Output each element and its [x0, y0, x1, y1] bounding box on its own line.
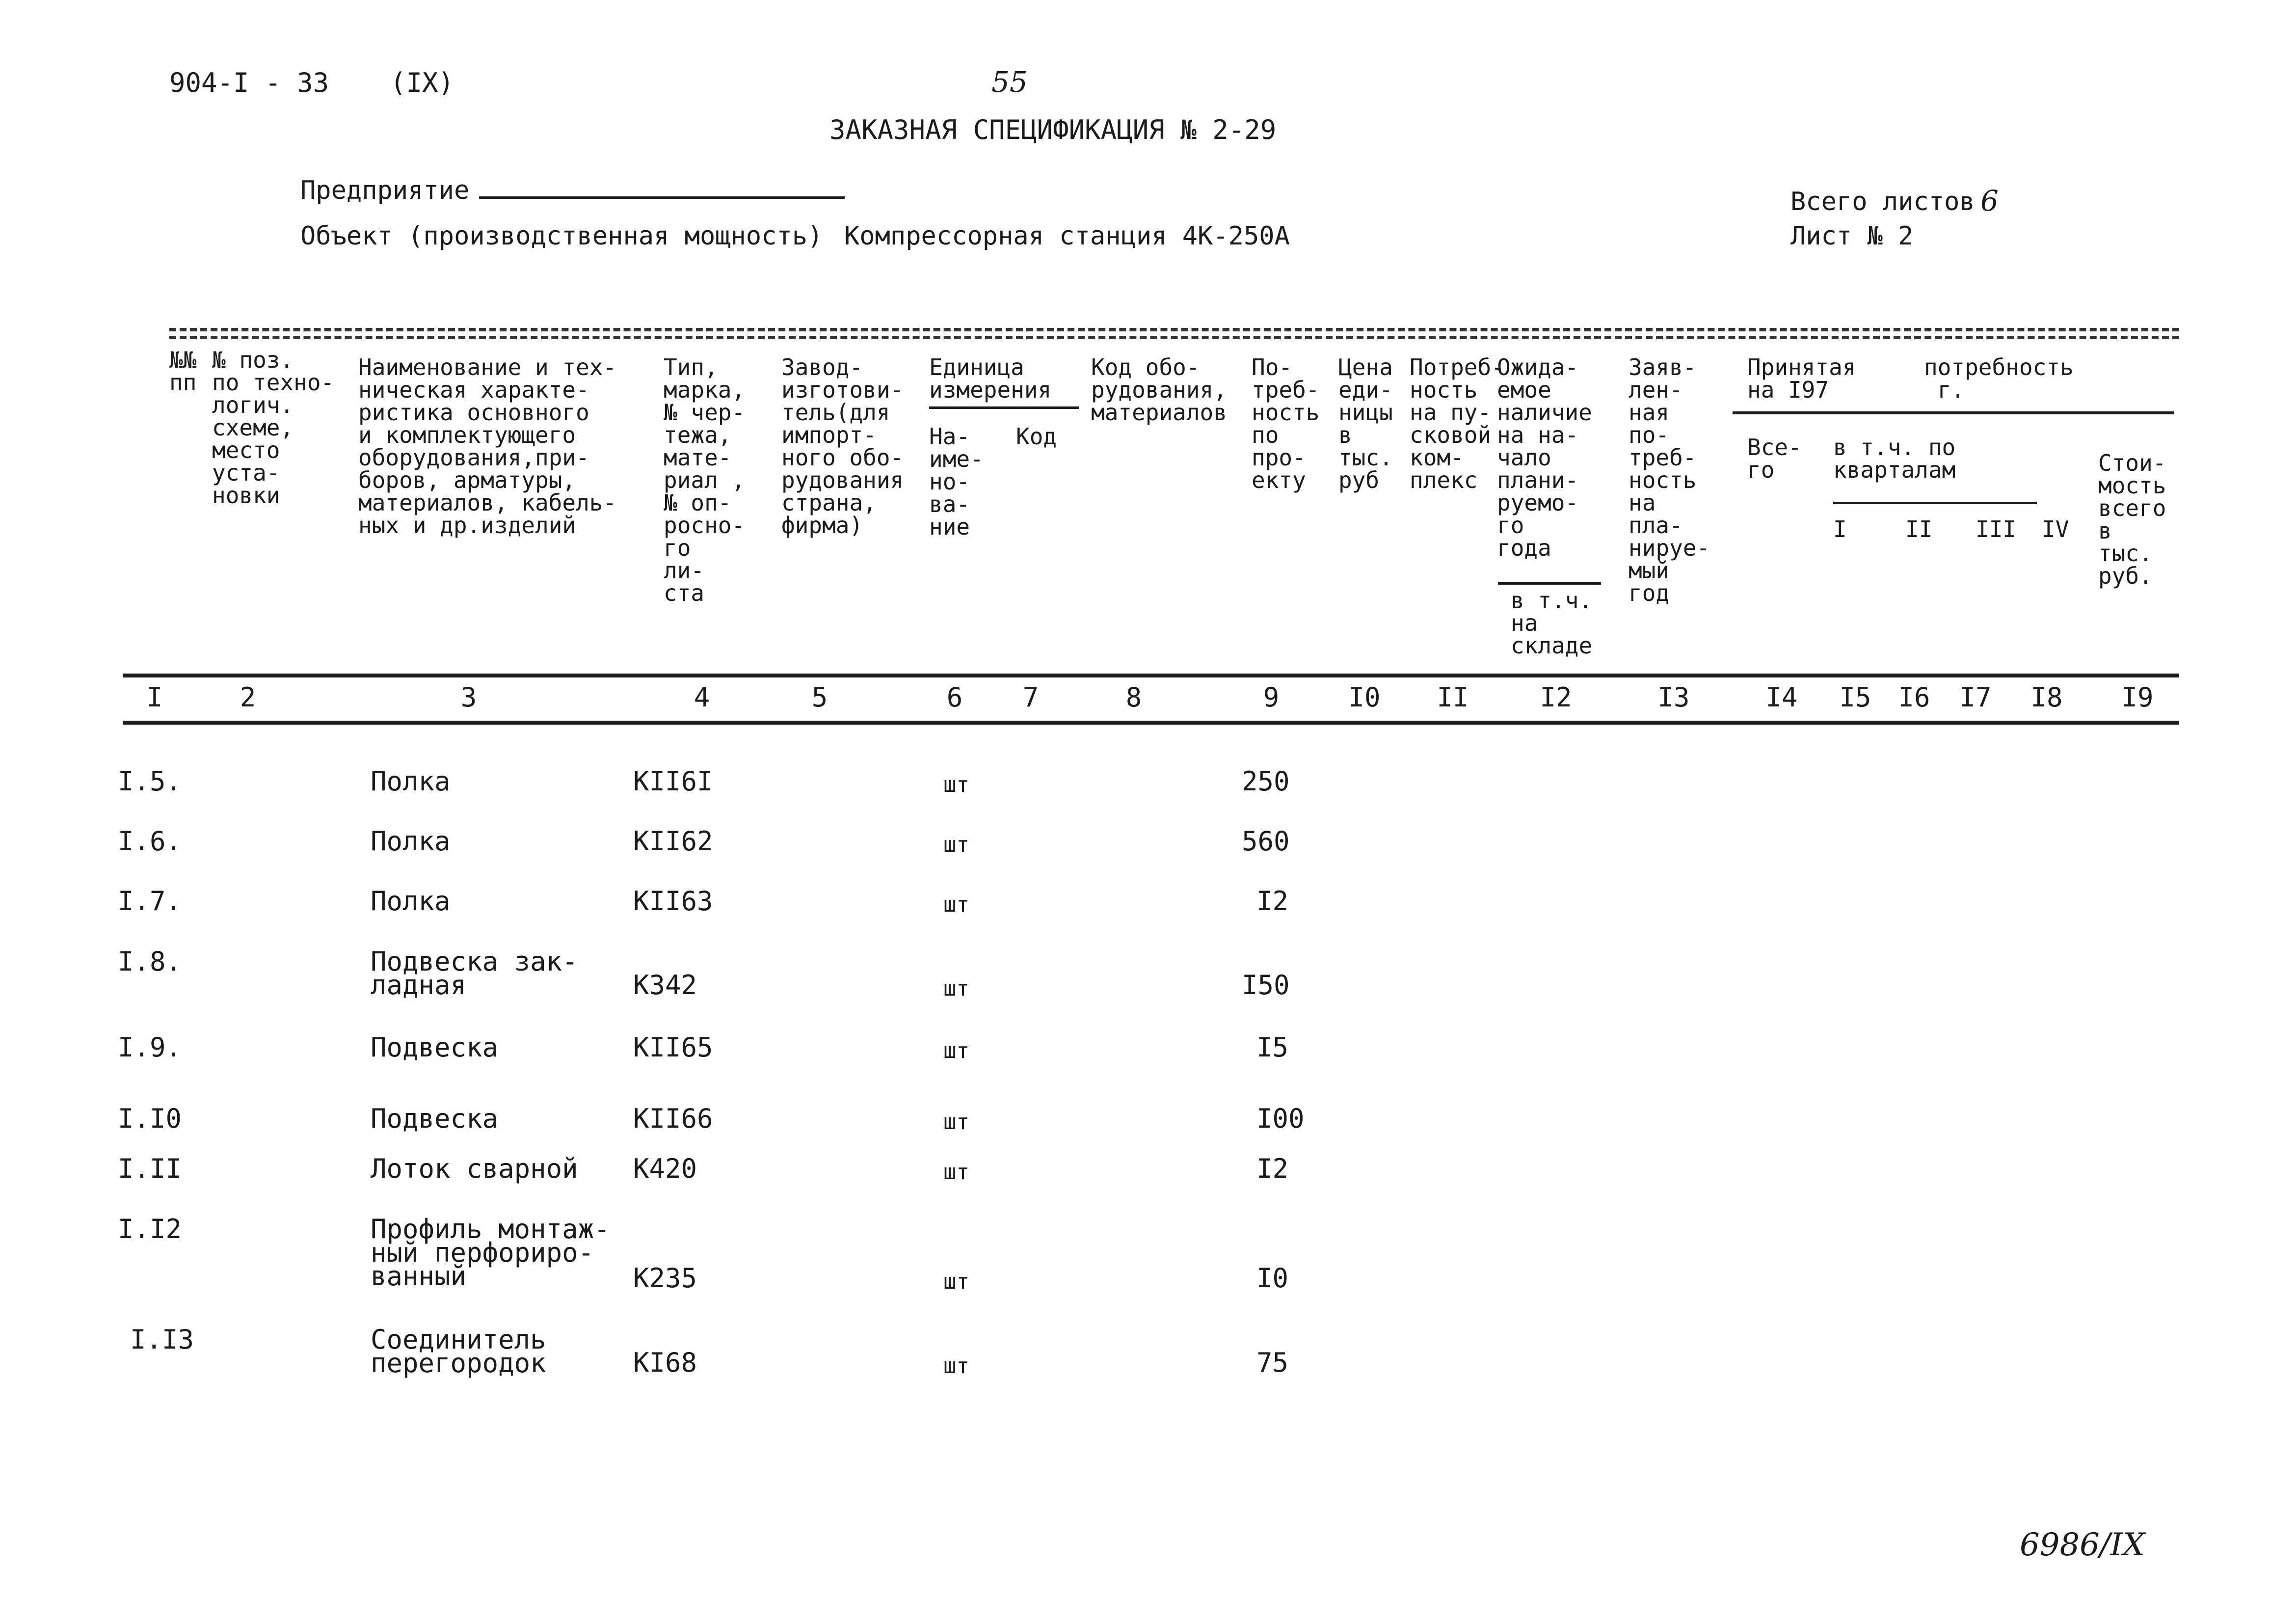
row-name: Соединитель перегородок	[371, 1324, 546, 1379]
object-value: Компрессорная станция 4К-250А	[844, 221, 1290, 251]
header-col19: Стои- мость всего в тыс. руб.	[2098, 450, 2166, 589]
column-number: 3	[460, 682, 477, 713]
row-type: КII63	[633, 886, 713, 917]
object-label: Объект (производственная мощность)	[300, 221, 823, 251]
column-number: I4	[1765, 682, 1798, 713]
row-number: I.8.	[118, 946, 182, 977]
column-numbers-top-rule	[123, 674, 2179, 677]
column-number: 7	[1022, 682, 1039, 713]
unit-group-rule	[929, 406, 1079, 409]
enterprise-blank-line	[479, 196, 845, 199]
header-col3: Наименование и тех- ническая характе- ристика основного и комплектующего оборудования,при- боров, арматуры, материалов, кабель- ных и др.изделий	[358, 354, 617, 539]
row-number: I.6.	[118, 826, 182, 857]
header-col7: Код	[1016, 423, 1057, 450]
row-qty: I00	[1256, 1103, 1305, 1134]
enterprise-label: Предприятие	[300, 176, 470, 205]
row-qty: I0	[1256, 1263, 1289, 1294]
page-title: ЗАКАЗНАЯ СПЕЦИФИКАЦИЯ № 2-29	[829, 114, 1277, 145]
header-col8: Код обо- рудования, материалов	[1091, 354, 1227, 426]
col12-sub-rule	[1498, 582, 1601, 585]
row-name: Полка	[371, 826, 451, 857]
sheets-total-value: 6	[1980, 184, 1999, 217]
header-col12-sub: в т.ч. на складе	[1511, 587, 1593, 659]
header-col11: Потреб- ность на пу- сковой ком- плекс	[1410, 354, 1505, 493]
row-qty: I2	[1256, 1153, 1289, 1184]
row-type: КI68	[633, 1347, 697, 1378]
header-col4: Тип, марка, № чер- тежа, мате- риал , № оп- росно- го ли- ста	[664, 354, 746, 606]
sheets-total-label: Всего листов	[1790, 187, 1975, 216]
header-accepted-group: Принятая потребность на I97 г.	[1747, 354, 2074, 403]
column-number: I5	[1839, 682, 1871, 713]
header-quarters-group: в т.ч. по кварталам	[1833, 434, 1956, 483]
row-name: Подвеска	[371, 1032, 499, 1063]
row-name: Лоток сварной	[371, 1153, 578, 1184]
header-col9: По- треб- ность по про- екту	[1252, 354, 1320, 493]
row-unit: шт	[943, 1038, 969, 1063]
row-type: К235	[633, 1263, 697, 1294]
column-number: I8	[2030, 682, 2063, 713]
row-number: I.7.	[118, 886, 182, 917]
row-qty: 250	[1242, 766, 1290, 797]
header-col13: Заяв- лен- ная по- треб- ность на пла- нируе- мый год	[1629, 354, 1710, 606]
header-col12: Ожида- емое наличие на на- чало плани- руемо- го года	[1497, 354, 1592, 561]
header-unit-group: Единица измерения	[929, 354, 1052, 403]
header-col5: Завод- изготови- тель(для импорт- ного обо- рудования страна, фирма)	[781, 354, 904, 539]
row-name: Подвеска зак- ладная	[371, 946, 578, 1001]
column-number: I	[146, 682, 163, 713]
row-number: I.5.	[118, 766, 182, 797]
header-col1: №№ пп	[169, 347, 197, 396]
row-number: I.I3	[130, 1324, 194, 1355]
column-number: I6	[1898, 682, 1930, 713]
row-name: Полка	[371, 886, 451, 917]
row-type: К420	[633, 1153, 697, 1184]
header-col10: Цена еди- ницы в тыс. руб	[1338, 354, 1393, 493]
column-number: I0	[1348, 682, 1381, 713]
row-unit: шт	[943, 1353, 969, 1379]
row-unit: шт	[943, 1269, 969, 1294]
row-unit: шт	[943, 832, 969, 857]
row-type: КII65	[633, 1032, 713, 1063]
row-unit: шт	[943, 1109, 969, 1135]
column-number: 8	[1125, 682, 1142, 713]
header-col2: № поз. по техно- логич. схеме, место уста- новки	[212, 347, 335, 509]
header-top-rule-1	[169, 328, 2179, 331]
header-q3: III	[1976, 516, 2017, 542]
row-type: К342	[633, 970, 697, 1001]
doc-part: (IX)	[390, 67, 454, 98]
column-number: II	[1437, 682, 1469, 713]
header-q4: IV	[2042, 516, 2069, 542]
sheet-number: Лист № 2	[1790, 221, 1914, 251]
row-qty: I5	[1256, 1032, 1289, 1063]
column-number: I9	[2121, 682, 2154, 713]
row-qty: 75	[1256, 1347, 1289, 1378]
column-number: I7	[1959, 682, 1992, 713]
column-number: 2	[240, 682, 256, 713]
header-q1: I	[1833, 516, 1847, 542]
row-number: I.9.	[118, 1032, 182, 1063]
row-type: КII6I	[633, 766, 713, 797]
column-numbers-bottom-rule	[123, 721, 2179, 725]
header-col6: На- име- но- ва- ние	[929, 423, 984, 540]
header-q2: II	[1905, 516, 1933, 542]
row-type: КII62	[633, 826, 713, 857]
column-number: 9	[1263, 682, 1280, 713]
row-number: I.II	[118, 1153, 182, 1184]
header-top-rule-2	[169, 336, 2179, 339]
row-unit: шт	[943, 976, 969, 1001]
row-name: Профиль монтаж- ный перфориро- ванный	[371, 1214, 610, 1292]
accepted-group-rule	[1733, 411, 2174, 414]
header-col14: Все- го	[1747, 434, 1802, 483]
row-type: КII66	[633, 1103, 713, 1134]
row-qty: 560	[1242, 826, 1290, 857]
quarters-group-rule	[1833, 502, 2037, 504]
row-number: I.I0	[118, 1103, 182, 1134]
column-number: 4	[694, 682, 710, 713]
row-name: Полка	[371, 766, 451, 797]
row-unit: шт	[943, 1160, 969, 1185]
doc-code: 904-I - 33	[169, 67, 329, 98]
row-unit: шт	[943, 892, 969, 917]
row-name: Подвеска	[371, 1103, 499, 1134]
row-qty: I50	[1242, 970, 1290, 1001]
row-unit: шт	[943, 772, 969, 797]
archive-stamp: 6986/IX	[2020, 1527, 2145, 1563]
column-number: 6	[946, 682, 963, 713]
column-number: I2	[1540, 682, 1572, 713]
column-number: I3	[1657, 682, 1690, 713]
row-number: I.I2	[118, 1214, 182, 1244]
column-number: 5	[811, 682, 828, 713]
row-qty: I2	[1256, 886, 1289, 917]
page-number: 55	[991, 65, 1028, 99]
